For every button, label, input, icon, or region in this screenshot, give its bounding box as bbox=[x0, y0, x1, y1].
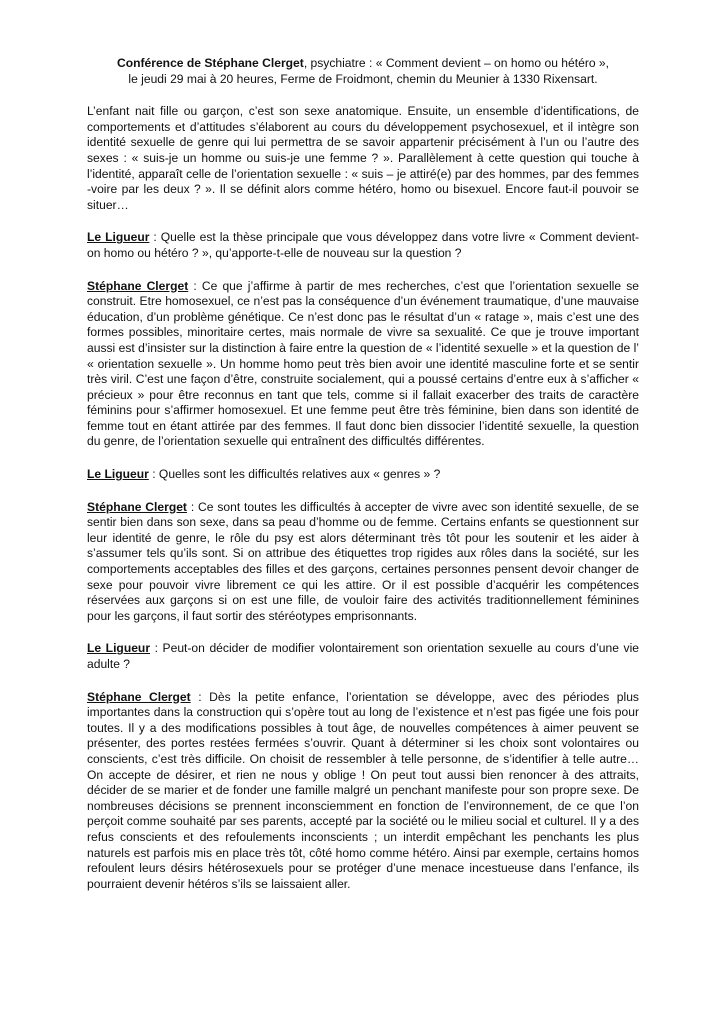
conference-speaker-name: Conférence de Stéphane Clerget bbox=[116, 56, 304, 70]
question-text: : Quelle est la thèse principale que vous développez dans votre livre « Comment devient-on homo ou hétéro ? », qu’apporte-t-elle de nouveau sur la question ? bbox=[87, 230, 639, 260]
speaker-label: Stéphane Clerget bbox=[87, 689, 191, 704]
answer-text: : Ce que j’affirme à partir de mes recherches, c’est que l’orientation sexuelle se construit. Etre homosexuel, ce n’est pas la conséquence d’un événement traumatique, d’une mauvaise éducation, d’un problème génétique. Ce n’est donc pas le résultat d’un « ratage », mais c’est une des formes possibles, minoritaire certes, mais normale de vivre sa sexualité. Ce que je trouve important aussi est d’insister sur la distinction à faire entre la question de « l’identité sexuelle » et la question de l’ « orientation sexuelle ». Un homme homo peut très bien avoir une identité masculine forte et se sentir très viril. C’est une façon d’être, construite socialement, qui a poussé certains d’entre eux à s’afficher « précieux » pour être reconnus en tant que tels, comme si il fallait exacerber des traits de caractère féminins pour s’affirmer homosexuel. Et une femme peut être très féminine, bien dans son identité de femme tout en étant attirée par des femmes. Il faut donc bien dissocier l’identité sexuelle, la question du genre, de l’orientation sexuelle qui entraînent des difficultés différentes. bbox=[87, 278, 639, 449]
interview-question bbox=[87, 641, 639, 672]
interview-question bbox=[87, 467, 639, 483]
interview-question bbox=[87, 230, 639, 261]
conference-date-location: le jeudi 29 mai à 20 heures, Ferme de Froidmont, chemin du Meunier à 1330 Rixensart. bbox=[128, 71, 598, 86]
question-text: : Peut-on décider de modifier volontairement son orientation sexuelle au cours d’une vie adulte ? bbox=[87, 641, 639, 671]
speaker-label: Le Ligueur bbox=[87, 641, 151, 656]
speaker-label: Stéphane Clerget bbox=[87, 278, 189, 293]
interview-answer bbox=[87, 690, 639, 893]
interview-answer bbox=[87, 279, 639, 451]
speaker-label: Le Ligueur bbox=[87, 230, 150, 245]
interview-answer bbox=[87, 500, 639, 625]
conference-title: , psychiatre : « Comment devient – on homo ou hétéro », bbox=[303, 56, 610, 70]
speaker-label: Le Ligueur bbox=[87, 467, 149, 482]
speaker-label: Stéphane Clerget bbox=[87, 499, 187, 514]
answer-text: : Ce sont toutes les difficultés à accepter de vivre avec son identité sexuelle, de se sentir bien dans son sexe, dans sa peau d’homme ou de femme. Certains enfants se questionnent sur leur identité de genre, le rôle du psy est alors déterminant très tôt pour les soutenir et les aider à s’assumer tels qu’ils sont. Si on attribue des étiquettes trop rigides aux rôles dans la société, sur les comportements acceptables des filles et des garçons, certaines personnes pensent devoir changer de sexe pour pouvoir vivre librement ce qui les attire. Or il est possible d’acquérir les compétences réservées aux garçons si on est une fille, de vouloir faire des activités traditionnellement féminines pour les garçons, il faut sortir des stéréotypes emprisonnants. bbox=[87, 499, 639, 623]
conference-header bbox=[87, 56, 639, 87]
answer-text: : Dès la petite enfance, l’orientation se développe, avec des périodes plus importantes dans la construction qui s’opère tout au long de l’existence et n’est pas figée une fois pour toutes. Il y a des modifications possibles à tout âge, de nouvelles compétences à aimer peuvent se présenter, des portes restées fermées s’ouvrir. Quant à déterminer si les choix sont volontaires ou conscients, c’est très difficile. On choisit de ressembler à telle personne, de s’identifier à telle autre…On accepte de désirer, et rien ne nous y oblige ! On peut tout aussi bien renoncer à des attraits, décider de se marier et de fonder une famille malgré un penchant manifeste pour son propre sexe. De nombreuses décisions se prennent inconsciemment en fonction de l’environnement, de ce que l’on perçoit comme souhaité par ses parents, accepté par la société ou le milieu social et culturel. Il y a des refus conscients et des refoulements inconscients ; un interdit empêchant les penchants les plus naturels est parfois mis en place très tôt, côté homo comme hétéro. Ainsi par exemple, certains homos refoulent leurs désirs hétérosexuels pour se protéger d’une menace incestueuse dans l’enfance, ils pourraient devenir hétéros s’ils se laissaient aller. bbox=[87, 689, 639, 891]
intro-paragraph: L’enfant nait fille ou garçon, c’est son sexe anatomique. Ensuite, un ensemble d’identifications, de comportements et d’attitudes s’élaborent au cours du développement psychosexuel, et il intègre son identité sexuelle de genre qui lui permettra de se savoir appartenir précisément à l’un ou l’autre des sexes : « suis-je un homme ou suis-je une femme ? ». Parallèlement à cette question qui touche à l’identité, apparaît celle de l’orientation sexuelle : « suis – je attiré(e) par des hommes, par des femmes -voire par les deux ? ». Il se définit alors comme hétéro, homo ou bisexuel. Encore faut-il pouvoir se situer… bbox=[87, 104, 639, 212]
question-text: : Quelles sont les difficultés relatives aux « genres » ? bbox=[148, 467, 441, 482]
